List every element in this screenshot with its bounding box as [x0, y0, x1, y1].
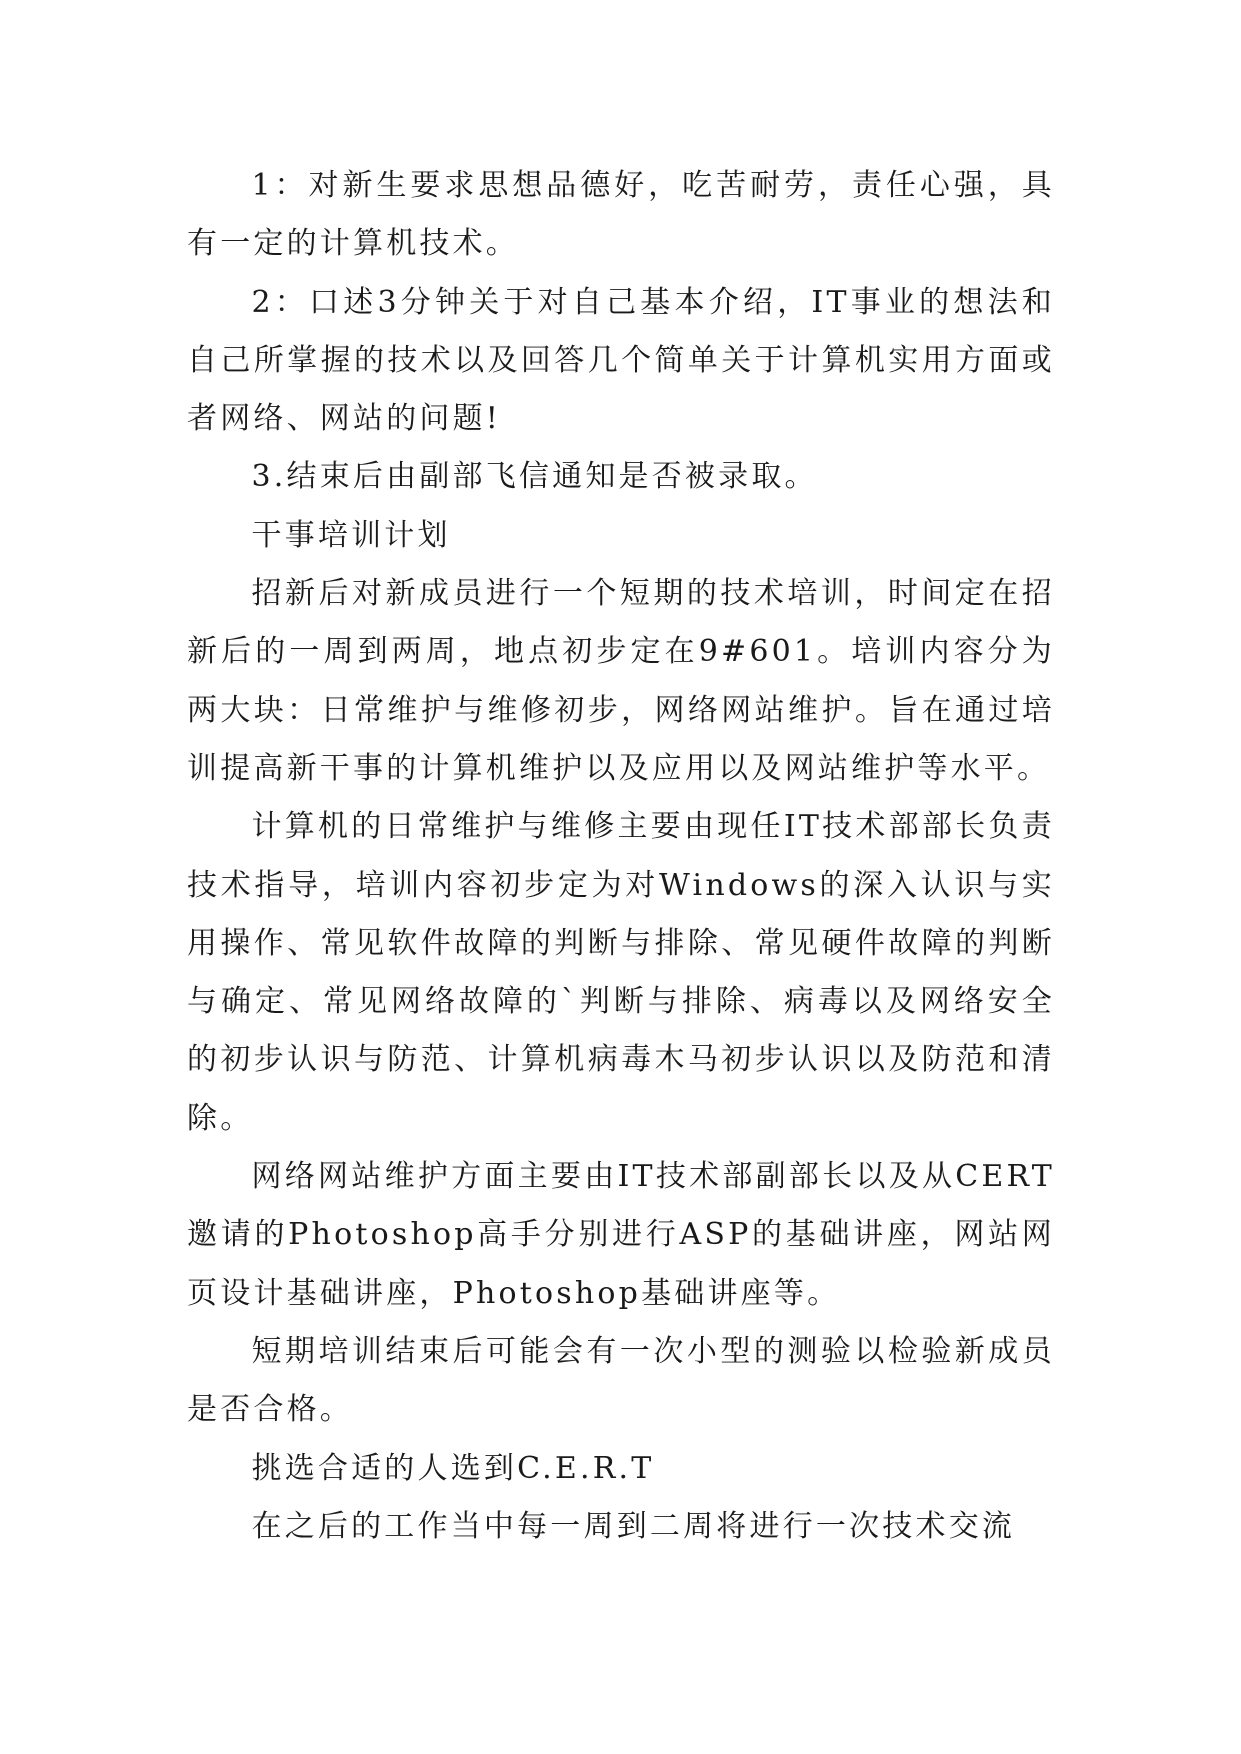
paragraph-tech-exchange: 在之后的工作当中每一周到二周将进行一次技术交流	[251, 1508, 1016, 1544]
section-heading-training-plan: 干事培训计划	[251, 517, 451, 553]
paragraph-maintenance-training: 计算机的日常维护与维修主要由现任IT技术部部长负责技术指导，培训内容初步定为对Windows的深入认识与实用操作、常见软件故障的判断与排除、常见硬件故障的判断与确定、常见网络故障的`判断与排除、病毒以及网络安全的初步认识与防范、计算机病毒木马初步认识以及防范和清除。	[187, 809, 1055, 1136]
paragraph-requirements-2: 2：口述3分钟关于对自己基本介绍，IT事业的想法和自己所掌握的技术以及回答几个简单关于计算机实用方面或者网络、网站的问题!	[187, 284, 1055, 437]
paragraph-training-test: 短期培训结束后可能会有一次小型的测验以检验新成员是否合格。	[187, 1333, 1055, 1428]
paragraph-website-training: 网络网站维护方面主要由IT技术部副部长以及从CERT邀请的Photoshop高手分别进行ASP的基础讲座，网站网页设计基础讲座，Photoshop基础讲座等。	[187, 1159, 1055, 1311]
paragraph-requirements-3: 3.结束后由副部飞信通知是否被录取。	[251, 459, 818, 495]
section-heading-cert-selection: 挑选合适的人选到C.E.R.T	[251, 1450, 655, 1486]
document-body	[187, 157, 1055, 1556]
paragraph-training-overview: 招新后对新成员进行一个短期的技术培训，时间定在招新后的一周到两周，地点初步定在9#601。培训内容分为两大块：日常维护与维修初步，网络网站维护。旨在通过培训提高新干事的计算机维护以及应用以及网站维护等水平。	[187, 576, 1055, 786]
paragraph-requirements-1: 1：对新生要求思想品德好，吃苦耐劳，责任心强，具有一定的计算机技术。	[187, 168, 1055, 262]
